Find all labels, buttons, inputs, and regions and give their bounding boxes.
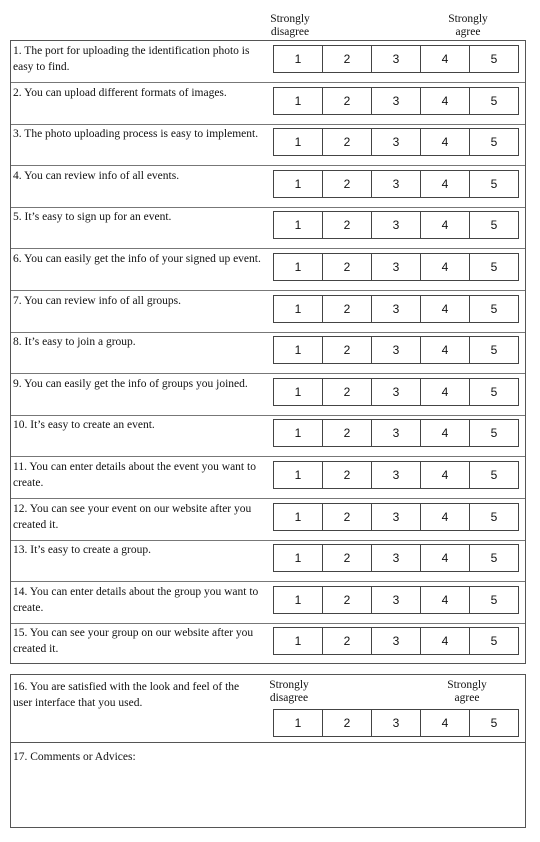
question-row	[11, 332, 525, 374]
rating-option-3[interactable]: 3	[372, 254, 421, 280]
rating-option-2[interactable]: 2	[323, 545, 372, 571]
question-text: 8. It’s easy to join a group.	[13, 336, 136, 349]
satisfaction-scale-low	[261, 679, 317, 705]
rating-scale	[273, 128, 519, 156]
rating-option-1[interactable]: 1	[274, 88, 323, 114]
rating-option-4[interactable]: 4	[421, 212, 470, 238]
rating-option-4[interactable]: 4	[421, 504, 470, 530]
rating-scale	[273, 419, 519, 447]
rating-option-2[interactable]: 2	[323, 171, 372, 197]
rating-option-3[interactable]: 3	[372, 545, 421, 571]
rating-option-3[interactable]: 3	[372, 212, 421, 238]
question-row	[11, 291, 525, 333]
rating-option-5[interactable]: 5	[490, 716, 498, 730]
rating-option-5[interactable]: 5	[490, 260, 498, 274]
satisfaction-low-line1: Strongly	[269, 679, 309, 691]
question-text: 6. You can easily get the info of your signed up event.	[13, 253, 261, 265]
rating-option-2[interactable]: 2	[323, 462, 372, 488]
rating-option-5[interactable]: 5	[490, 52, 498, 66]
rating-scale	[273, 586, 519, 614]
satisfaction-section	[10, 674, 526, 742]
rating-option-2[interactable]: 2	[323, 88, 372, 114]
question-text: 12. You can see your event on our website after you created it.	[13, 502, 252, 531]
rating-option-3[interactable]: 3	[372, 337, 421, 363]
rating-option-3[interactable]: 3	[372, 462, 421, 488]
rating-scale	[273, 45, 519, 73]
rating-option-2[interactable]: 2	[323, 46, 372, 72]
question-row	[11, 374, 525, 416]
rating-option-5[interactable]: 5	[490, 384, 498, 399]
rating-option-5[interactable]: 5	[490, 93, 498, 108]
comments-label: 17. Comments or Advices:	[13, 751, 136, 763]
scale-header-high	[440, 13, 496, 39]
question-row	[11, 457, 525, 499]
question-row	[11, 83, 525, 125]
rating-option-1[interactable]: 1	[274, 254, 323, 280]
rating-option-5[interactable]: 5	[490, 592, 498, 607]
rating-option-5[interactable]: 5	[490, 426, 498, 441]
rating-option-4[interactable]: 4	[421, 587, 470, 613]
question-text: 13. It’s easy to create a group.	[13, 544, 151, 557]
rating-scale	[273, 461, 519, 489]
rating-option-4[interactable]: 4	[421, 46, 470, 72]
rating-option-4[interactable]: 4	[421, 710, 470, 736]
satisfaction-rating-scale	[273, 709, 519, 737]
question-row	[11, 41, 525, 83]
rating-scale	[273, 627, 519, 655]
rating-option-1[interactable]: 1	[274, 504, 323, 530]
rating-option-1[interactable]: 1	[274, 710, 323, 736]
rating-option-5[interactable]: 5	[490, 551, 498, 566]
rating-option-5[interactable]: 5	[490, 218, 498, 233]
rating-scale	[273, 336, 519, 364]
rating-option-2[interactable]: 2	[323, 296, 372, 322]
question-row	[11, 623, 525, 665]
question-row	[11, 166, 525, 208]
scale-low-label-line2: disagree	[270, 26, 310, 38]
satisfaction-high-line1: Strongly	[447, 679, 487, 691]
rating-option-4[interactable]: 4	[421, 545, 470, 571]
question-text: 5. It’s easy to sign up for an event.	[13, 211, 172, 224]
rating-option-4[interactable]: 4	[421, 171, 470, 197]
rating-scale	[273, 87, 519, 115]
rating-option-2[interactable]: 2	[323, 420, 372, 446]
question-text: 3. The photo uploading process is easy to implement.	[13, 128, 259, 141]
rating-option-2[interactable]: 2	[323, 628, 372, 654]
rating-option-5[interactable]: 5	[490, 135, 498, 150]
rating-scale	[273, 378, 519, 406]
question-row	[11, 124, 525, 166]
rating-option-2[interactable]: 2	[323, 254, 372, 280]
rating-option-4[interactable]: 4	[421, 337, 470, 363]
rating-option-5[interactable]: 5	[490, 301, 498, 316]
rating-option-2[interactable]: 2	[323, 587, 372, 613]
rating-option-4[interactable]: 4	[421, 296, 470, 322]
rating-scale	[273, 211, 519, 239]
comments-section[interactable]	[10, 742, 526, 828]
rating-option-2[interactable]: 2	[323, 212, 372, 238]
question-text: 4. You can review info of all events.	[13, 169, 180, 182]
rating-option-3[interactable]: 3	[372, 296, 421, 322]
rating-scale	[273, 253, 519, 281]
rating-option-3[interactable]: 3	[372, 587, 421, 613]
satisfaction-question: 16. You are satisfied with the look and feel of the user interface that you used.	[13, 681, 240, 709]
rating-option-4[interactable]: 4	[421, 88, 470, 114]
rating-option-4[interactable]: 4	[421, 129, 470, 155]
question-text: 11. You can enter details about the event you want to create.	[13, 461, 256, 489]
rating-option-3[interactable]: 3	[372, 420, 421, 446]
rating-option-5[interactable]: 5	[490, 468, 498, 482]
rating-option-2[interactable]: 2	[323, 504, 372, 530]
rating-scale	[273, 544, 519, 572]
rating-option-4[interactable]: 4	[421, 628, 470, 654]
rating-option-2[interactable]: 2	[323, 379, 372, 405]
scale-high-label-line1: Strongly	[448, 13, 488, 25]
rating-option-2[interactable]: 2	[323, 710, 372, 736]
rating-option-5[interactable]: 5	[490, 634, 498, 649]
rating-option-3[interactable]: 3	[372, 129, 421, 155]
rating-option-3[interactable]: 3	[372, 88, 421, 114]
rating-option-3[interactable]: 3	[372, 504, 421, 530]
question-text: 7. You can review info of all groups.	[13, 294, 182, 307]
rating-option-1[interactable]: 1	[274, 129, 323, 155]
scale-high-label-line2: agree	[455, 26, 481, 38]
question-table	[10, 40, 526, 664]
question-text: 10. It’s easy to create an event.	[13, 419, 155, 432]
rating-option-3[interactable]: 3	[372, 628, 421, 654]
rating-option-1[interactable]: 1	[274, 379, 323, 405]
rating-option-2[interactable]: 2	[323, 129, 372, 155]
question-text: 2. You can upload different formats of images.	[13, 86, 227, 99]
question-row	[11, 540, 525, 582]
satisfaction-high-line2: agree	[454, 692, 480, 704]
rating-scale	[273, 170, 519, 198]
rating-option-3[interactable]: 3	[372, 379, 421, 405]
question-row	[11, 249, 525, 291]
rating-option-1[interactable]: 1	[274, 462, 323, 488]
satisfaction-low-line2: disagree	[269, 692, 309, 704]
satisfaction-scale-high	[439, 679, 495, 705]
scale-header-low	[262, 13, 318, 39]
rating-option-2[interactable]: 2	[323, 337, 372, 363]
rating-option-1[interactable]: 1	[274, 171, 323, 197]
rating-option-1[interactable]: 1	[274, 296, 323, 322]
rating-option-3[interactable]: 3	[372, 46, 421, 72]
question-text: 9. You can easily get the info of groups you joined.	[13, 377, 248, 390]
rating-option-5[interactable]: 5	[490, 176, 498, 191]
question-row	[11, 582, 525, 624]
rating-option-1[interactable]: 1	[274, 46, 323, 72]
rating-option-1[interactable]: 1	[274, 337, 323, 363]
rating-option-3[interactable]: 3	[372, 171, 421, 197]
scale-low-label-line1: Strongly	[270, 13, 310, 25]
rating-option-1[interactable]: 1	[274, 212, 323, 238]
rating-option-1[interactable]: 1	[274, 545, 323, 571]
rating-option-5[interactable]: 5	[490, 509, 498, 524]
rating-option-3[interactable]: 3	[372, 710, 421, 736]
rating-scale	[273, 295, 519, 323]
rating-option-4[interactable]: 4	[421, 462, 470, 488]
rating-option-4[interactable]: 4	[421, 379, 470, 405]
question-row	[11, 207, 525, 249]
question-row	[11, 499, 525, 541]
question-text: 14. You can enter details about the group you want to create.	[13, 585, 259, 614]
question-row	[11, 415, 525, 457]
rating-option-4[interactable]: 4	[421, 420, 470, 446]
rating-option-1[interactable]: 1	[274, 420, 323, 446]
question-text: 1. The port for uploading the identification photo is easy to find.	[13, 45, 250, 73]
rating-option-4[interactable]: 4	[421, 254, 470, 280]
rating-option-1[interactable]: 1	[274, 628, 323, 654]
rating-option-5[interactable]: 5	[490, 343, 498, 358]
rating-option-1[interactable]: 1	[274, 587, 323, 613]
rating-scale	[273, 503, 519, 531]
question-text: 15. You can see your group on our website after you created it.	[13, 627, 254, 656]
